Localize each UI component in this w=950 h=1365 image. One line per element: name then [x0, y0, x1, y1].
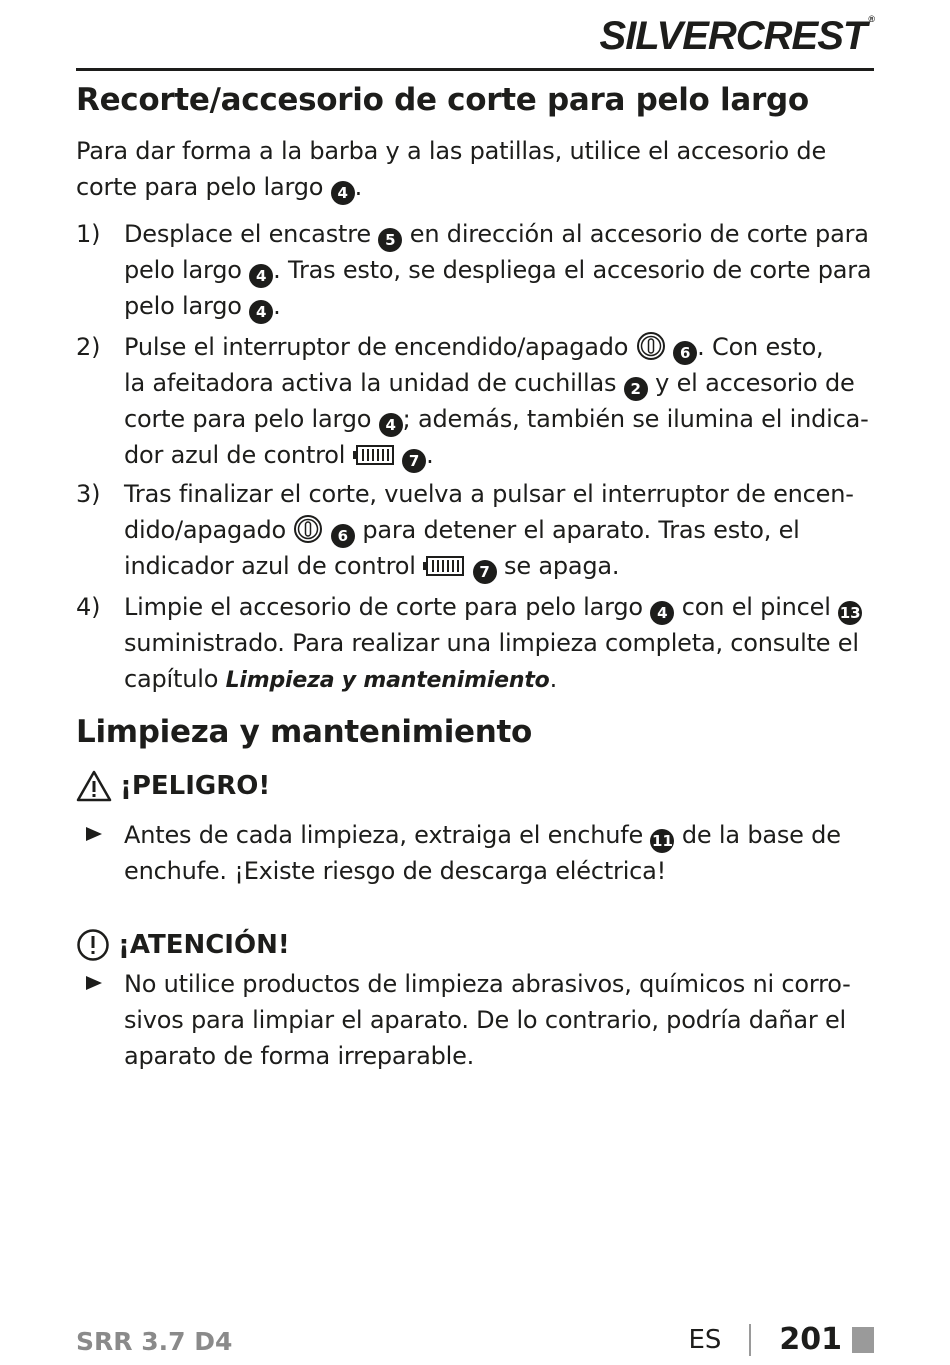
attention-circle-icon [76, 928, 110, 962]
ref-badge-13: 13 [838, 601, 862, 625]
ref-badge-4: 4 [379, 413, 403, 437]
header-rule [76, 68, 874, 71]
footer-square-mark [852, 1327, 874, 1353]
battery-indicator-icon [353, 444, 395, 466]
ref-badge-7: 7 [473, 560, 497, 584]
bullet-arrow-icon [86, 827, 102, 841]
ref-badge-5: 5 [378, 228, 402, 252]
step-3: 3) Tras finalizar el corte, vuelva a pulsar el interruptor de encen- dido/apagado 6 para detener el aparato. Tras esto, el indicador azul de control 7 se apaga. [76, 476, 876, 584]
battery-indicator-icon [423, 555, 465, 577]
step-2: 2) Pulse el interruptor de encendido/apagado 6 . Con esto, la afeitadora activa la unidad de cuchillas 2 y el accesorio de corte para pelo largo 4 ; además, también se ilumina el indica- dor azul de control 7 . [76, 329, 876, 473]
ref-badge-11: 11 [650, 829, 674, 853]
footer-model: SRR 3.7 D4 [76, 1327, 233, 1356]
chapter-reference: Limpieza y mantenimiento [225, 668, 550, 693]
step-1: 1) Desplace el encastre 5 en dirección al accesorio de corte para pelo largo 4 . Tras esto, se despliega el accesorio de corte para pelo largo 4 . [76, 216, 876, 324]
danger-heading: ¡PELIGRO! [76, 770, 270, 802]
ref-badge-4: 4 [249, 300, 273, 324]
ref-badge-4: 4 [331, 181, 355, 205]
ref-badge-2: 2 [624, 377, 648, 401]
footer-pagination [688, 1322, 874, 1357]
power-button-icon [293, 514, 323, 544]
page-number: 201 [779, 1322, 842, 1357]
footer-language: ES [688, 1324, 722, 1355]
section-title-limpieza: Limpieza y mantenimiento [76, 714, 533, 750]
ref-badge-4: 4 [249, 264, 273, 288]
attention-heading: ¡ATENCIÓN! [76, 928, 290, 962]
power-button-icon [636, 331, 666, 361]
attention-bullet: No utilice productos de limpieza abrasivos, químicos ni corro- sivos para limpiar el aparato. De lo contrario, podría dañar el aparato de forma irreparable. [76, 966, 876, 1074]
ref-badge-6: 6 [331, 524, 355, 548]
warning-triangle-icon [76, 770, 112, 802]
intro-paragraph: Para dar forma a la barba y a las patillas, utilice el accesorio de corte para pelo largo 4 . [76, 133, 876, 205]
section-title-recorte: Recorte/accesorio de corte para pelo largo [76, 82, 809, 118]
brand-logo: SILVERCREST ® [599, 14, 874, 58]
danger-bullet: Antes de cada limpieza, extraiga el enchufe 11 de la base de enchufe. ¡Existe riesgo de descarga eléctrica! [76, 817, 876, 889]
step-4: 4) Limpie el accesorio de corte para pelo largo 4 con el pincel 13 suministrado. Para realizar una limpieza completa, consulte el capítulo Limpieza y mantenimiento. [76, 593, 861, 693]
ref-badge-6: 6 [673, 341, 697, 365]
ref-badge-7: 7 [402, 449, 426, 473]
footer-divider [749, 1324, 751, 1356]
bullet-arrow-icon [86, 976, 102, 990]
ref-badge-4: 4 [650, 601, 674, 625]
